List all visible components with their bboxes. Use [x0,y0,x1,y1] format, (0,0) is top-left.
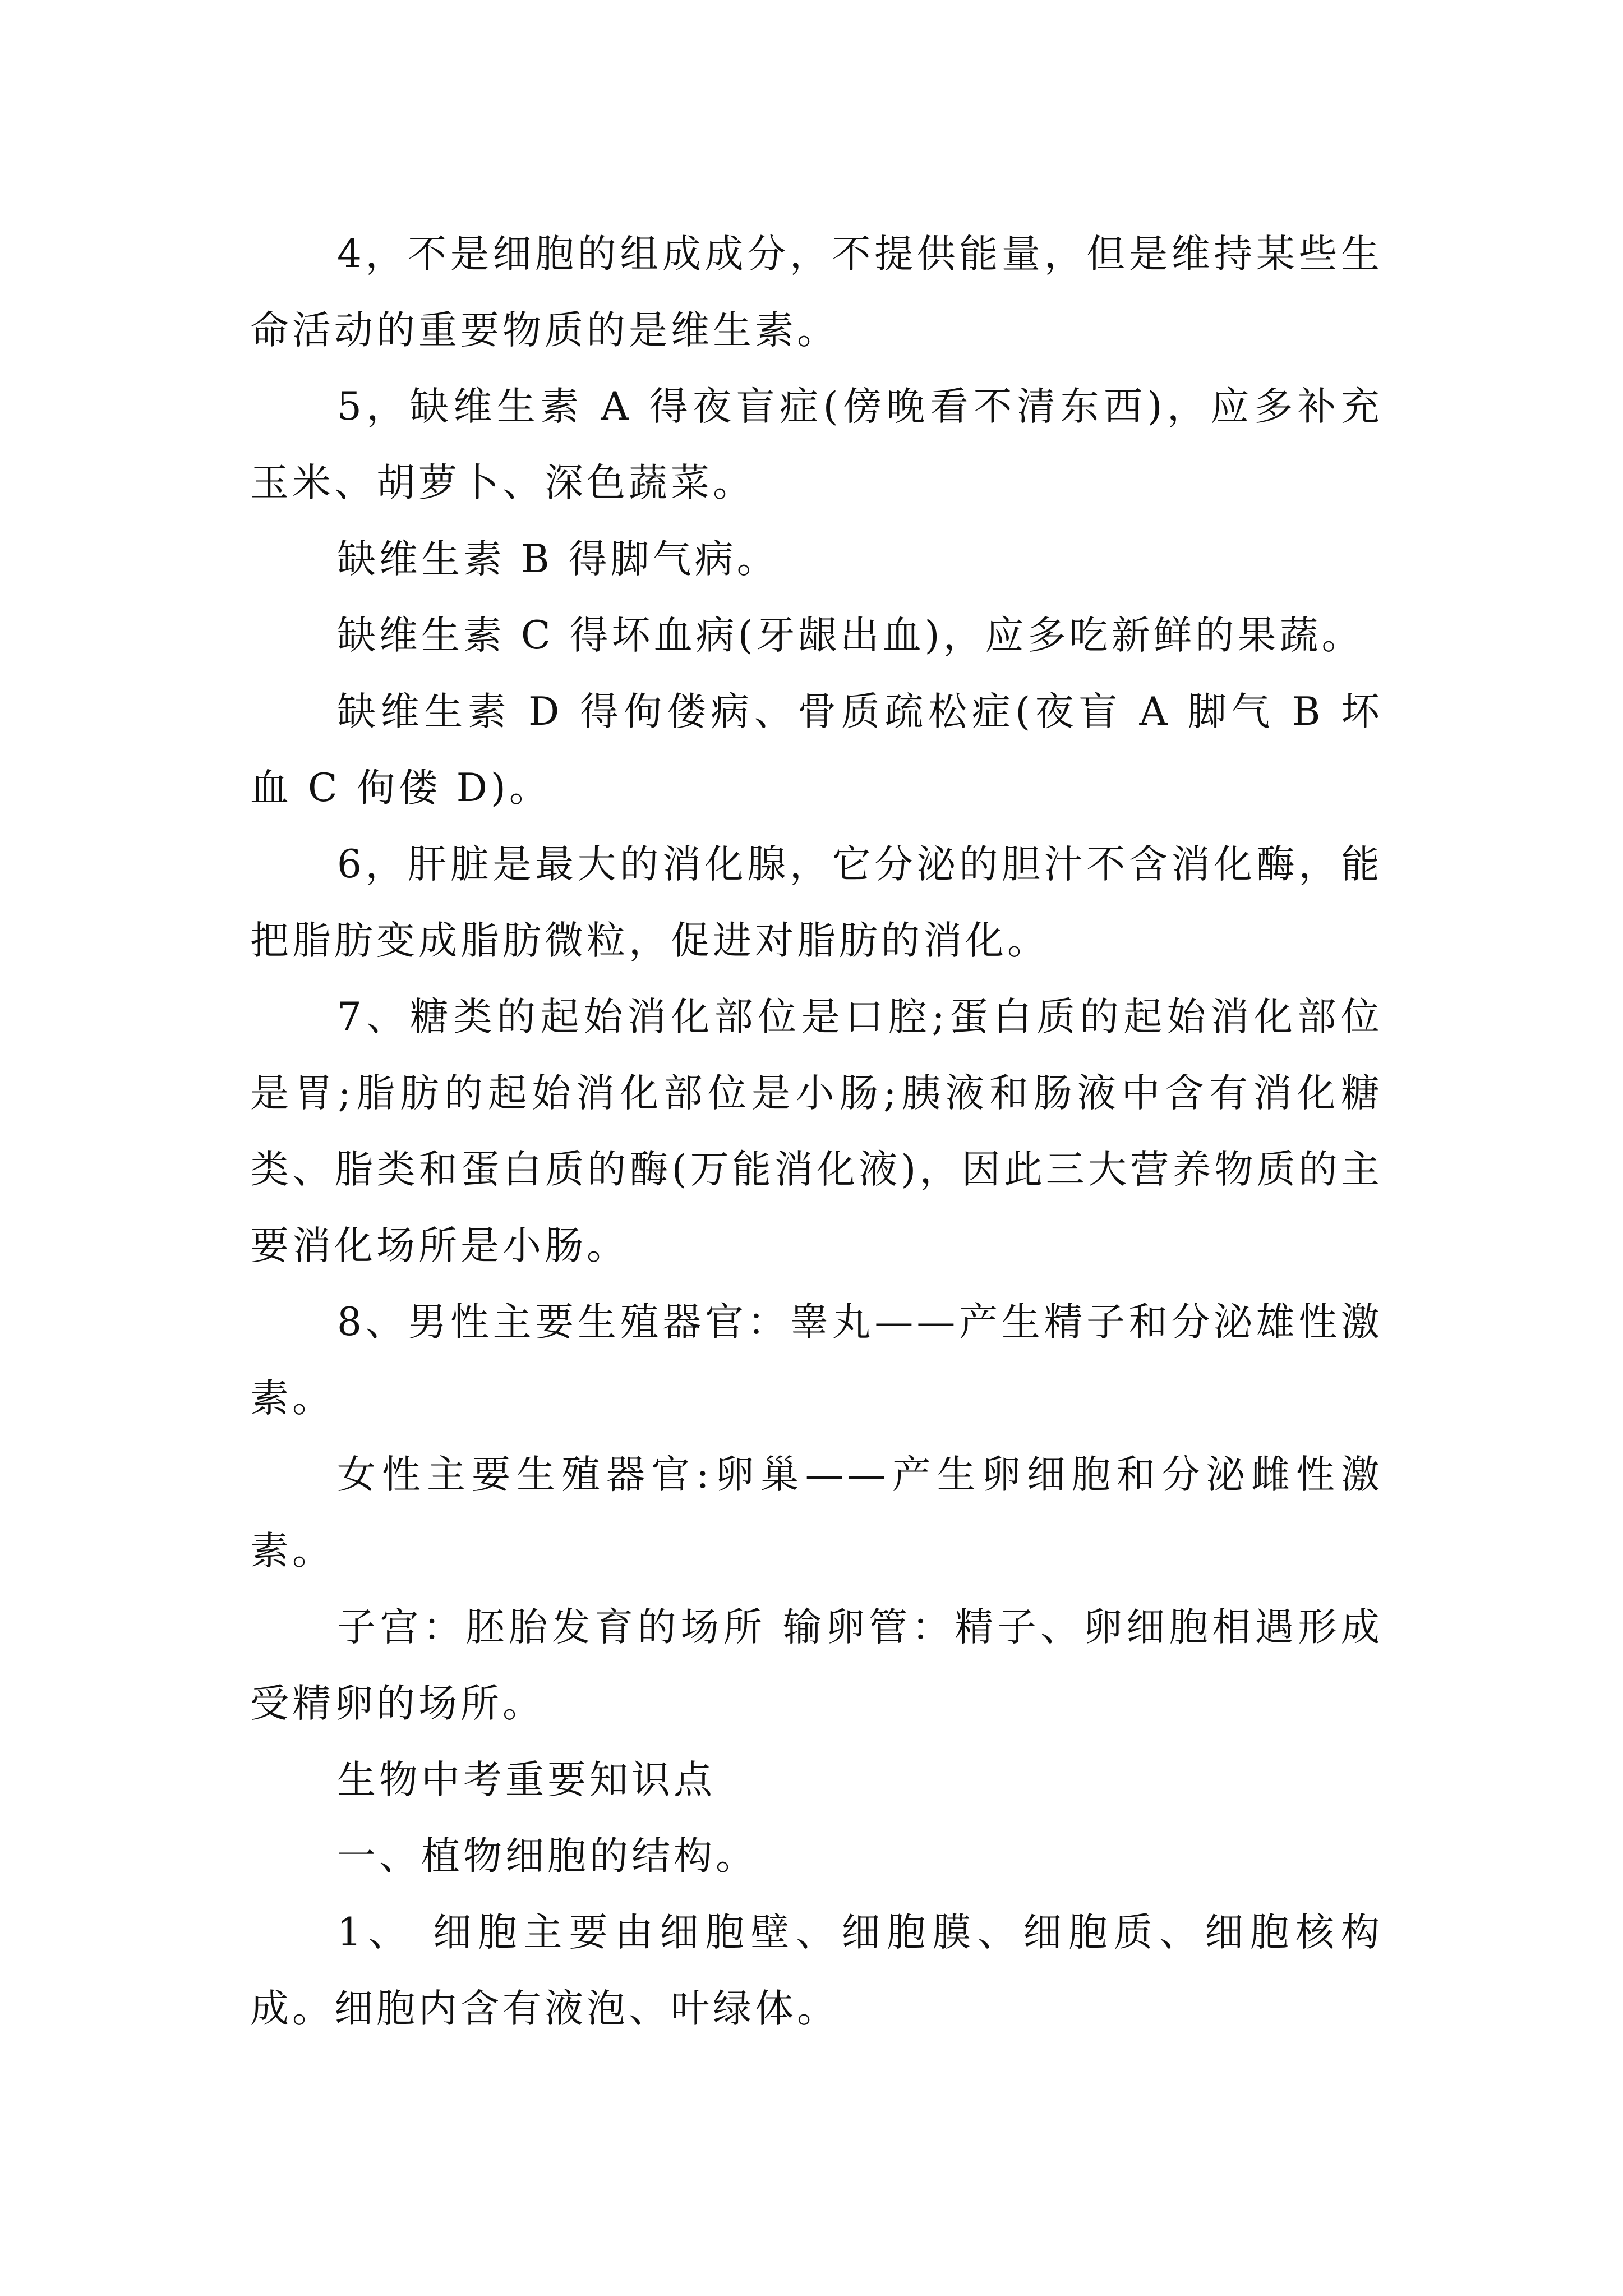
paragraph-vitamin-definition: 4，不是细胞的组成成分，不提供能量，但是维持某些生命活动的重要物质的是维生素。 [250,232,1383,353]
paragraph-cell-structure: 1、 细胞主要由细胞壁、细胞膜、细胞质、细胞核构成。细胞内含有液泡、叶绿体。 [250,1910,1383,2031]
paragraph-female-organs: 女性主要生殖器官:卵巢——产生卵细胞和分泌雌性激素。 [250,1452,1383,1573]
document-body [250,216,1383,2047]
paragraph-vitamin-d: 缺维生素 D 得佝偻病、骨质疏松症(夜盲 A 脚气 B 坏血 C 佝偻 D)。 [250,689,1383,811]
paragraph-liver: 6，肝脏是最大的消化腺，它分泌的胆汁不含消化酶，能把脂肪变成脂肪微粒，促进对脂肪的消化。 [250,842,1383,963]
section-heading-plant-cell: 一、植物细胞的结构。 [337,1834,758,1879]
paragraph-vitamin-c: 缺维生素 C 得坏血病(牙龈出血)，应多吃新鲜的果蔬。 [337,613,1364,658]
paragraph-vitamin-a: 5，缺维生素 A 得夜盲症(傍晚看不清东西)，应多补充玉米、胡萝卜、深色蔬菜。 [250,384,1383,505]
paragraph-digestion-sites: 7、糖类的起始消化部位是口腔;蛋白质的起始消化部位是胃;脂肪的起始消化部位是小肠;胰液和肠液中含有消化糖类、脂类和蛋白质的酶(万能消化液)，因此三大营养物质的主要消化场所是小肠。 [250,995,1383,1268]
paragraph-uterus-oviduct: 子宫：胚胎发育的场所 输卵管：精子、卵细胞相遇形成受精卵的场所。 [250,1605,1383,1726]
paragraph-male-organs: 8、男性主要生殖器官：睾丸——产生精子和分泌雄性激素。 [250,1300,1383,1421]
paragraph-vitamin-b: 缺维生素 B 得脚气病。 [337,537,779,582]
section-heading-key-points: 生物中考重要知识点 [337,1757,716,1802]
